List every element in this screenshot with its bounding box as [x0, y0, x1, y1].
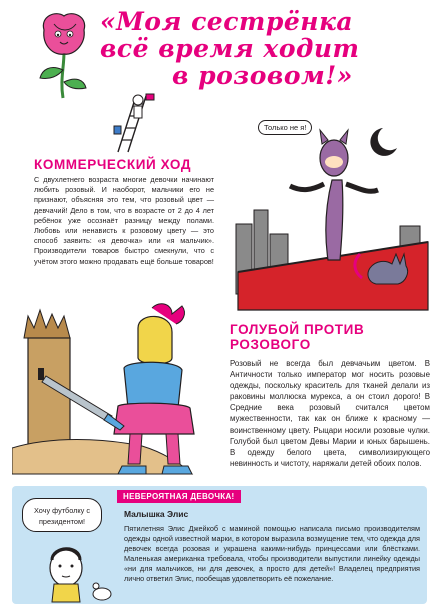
girl-illustration — [40, 538, 120, 604]
title-line-2: всё время ходит — [100, 34, 360, 63]
catwoman-speech-bubble: Только не я! — [258, 120, 312, 135]
catwoman-rooftop-illustration — [228, 114, 433, 314]
heading-line-1: ГОЛУБОЙ ПРОТИВ — [230, 322, 365, 337]
section-heading-commercial: КОММЕРЧЕСКИЙ ХОД — [34, 157, 192, 172]
panel-text: Пятилетняя Элис Джейкоб с маминой помощью написала письмо производителям одежды одной известной марки, в котором выразила возмущение тем, что одежда для девочек всегда розовая и украшена какими-нибудь принцессами или блёстками. Маленькая американка требовала, чтобы производители выпустили линейку одежды «ни для мальчиков, ни для девочек, а просто для детей»! Владелец предприятия лично ответил Элис, пообещав удовлетворить её пожелание. — [124, 524, 420, 584]
girl-speech-bubble: Хочу футболку с президентом! — [22, 498, 102, 532]
paragraph: Розовый не всегда был девчачьим цветом. В Античности только император мог носить розовые одежды, поскольку краситель для тканей делали из раковины моллюска мурекса, а он стоил дорого! В Средние века розовый считался цветом мужественности, так как он ближе к красному — воинственному цвету. Рыцари носили розовые чулки. Голубой был цветом Девы Марии и юных барышень. В одежду белого цвета, символизирующего невинность и чистоту, наряжали детей обоих полов. — [230, 359, 430, 468]
panel-tag: НЕВЕРОЯТНАЯ ДЕВОЧКА! — [117, 490, 241, 503]
heading-line-2: РОЗОВОГО — [230, 337, 311, 352]
section-text-commercial — [34, 175, 214, 267]
paragraph: С двухлетнего возраста многие девочки начинают любить розовый. И наоборот, мальчики его не признают, объясняя это тем, что розовый цвет — девчачий! Дело в том, что в возрасте от 2 до 4 лет ребёнок уже осознаёт разницу между полами. Любовь или ненависть к розовому цвету — это способ заявить: «я девочка» или «я мальчик». Производители товаров быстро смекнули, что с учётом этого можно продавать ещё больше товаров! — [34, 175, 214, 266]
title-line-3: в розовом!» — [172, 61, 353, 90]
panel-subtitle: Малышка Элис — [124, 509, 189, 519]
painter-ladder-illustration — [108, 92, 158, 154]
knight-castle-illustration — [12, 298, 227, 480]
section-text-blue-vs-pink — [230, 358, 430, 469]
rose-illustration — [30, 8, 100, 100]
title-line-1: «Моя сестрёнка — [100, 7, 354, 36]
page-title — [100, 8, 430, 89]
section-heading-blue-vs-pink — [230, 322, 364, 352]
